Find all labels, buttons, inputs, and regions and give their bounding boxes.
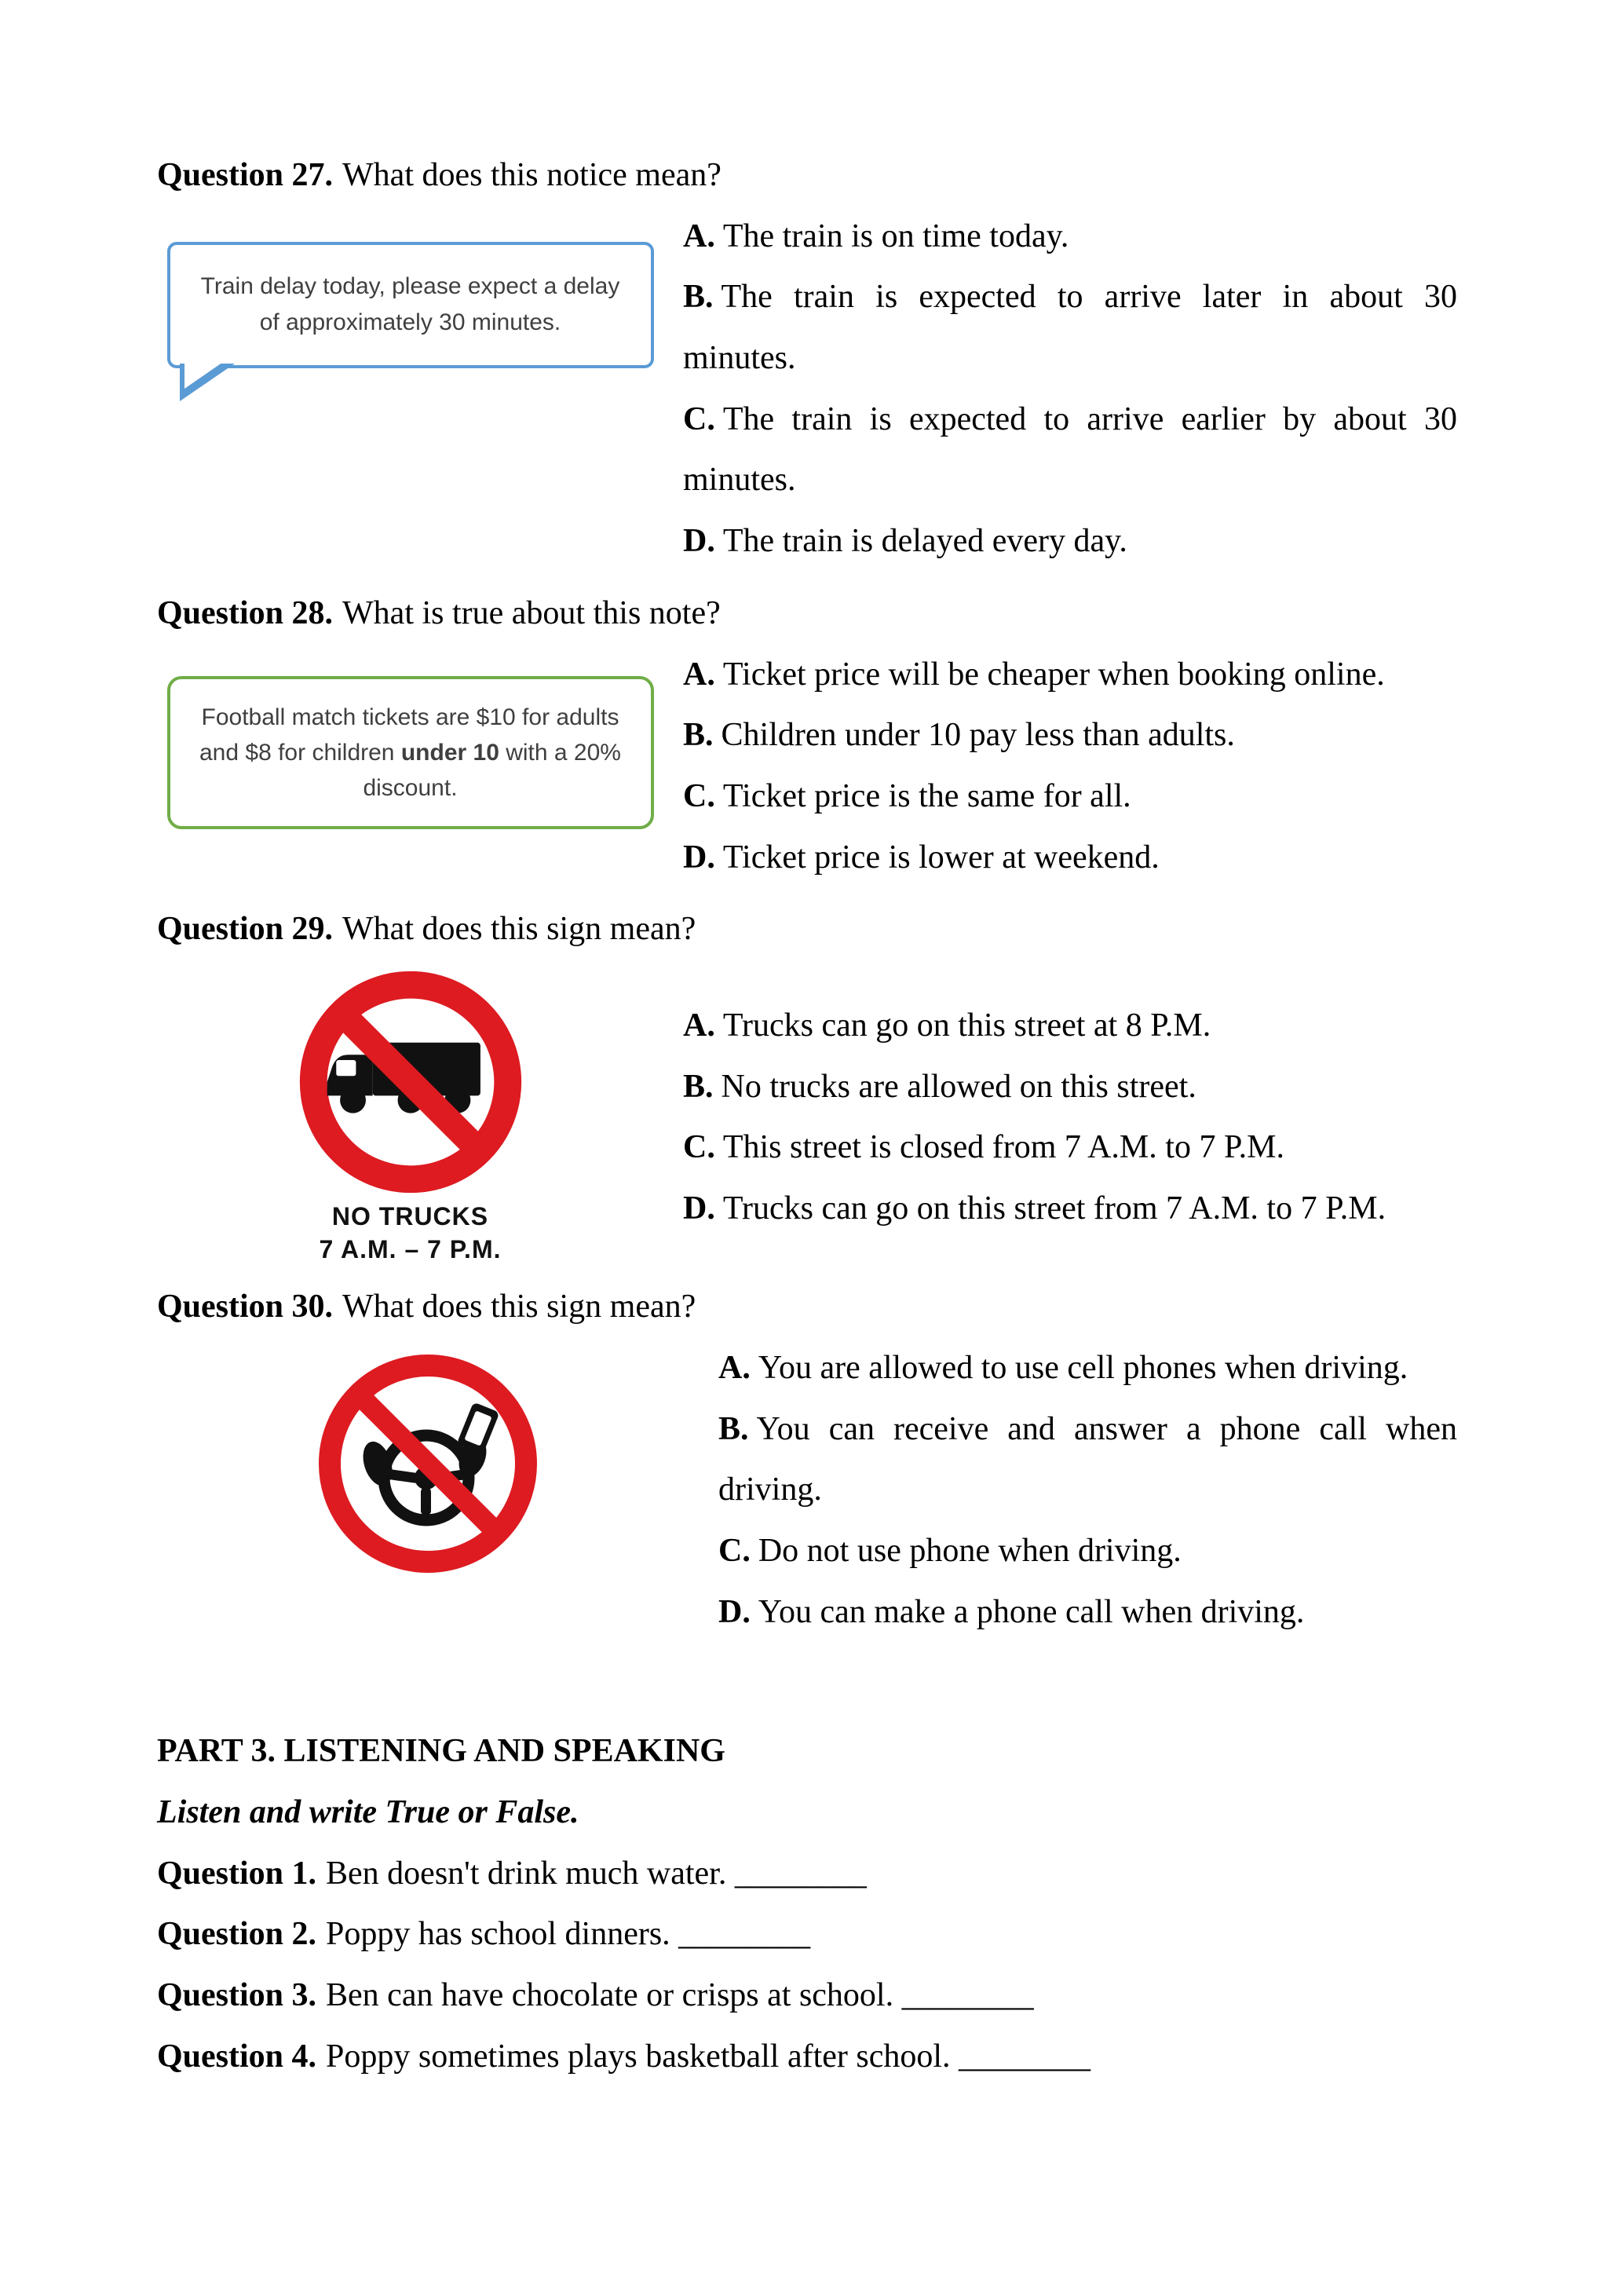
option-label: C. bbox=[683, 400, 715, 437]
question-27-content bbox=[157, 207, 1457, 572]
listening-question-2-text: Poppy has school dinners. ________ bbox=[326, 1916, 811, 1953]
question-30-title bbox=[157, 1277, 1457, 1338]
note-text-bold: under 10 bbox=[400, 739, 499, 766]
question-30-options bbox=[718, 1338, 1457, 1643]
no-trucks-sign-figure bbox=[297, 968, 524, 1266]
question-27-title bbox=[157, 145, 1457, 207]
question-29-option-b bbox=[683, 1057, 1457, 1118]
option-text: No trucks are allowed on this street. bbox=[721, 1068, 1196, 1105]
question-27-number: Question 27. bbox=[157, 157, 334, 193]
part-3-section bbox=[157, 1721, 1457, 2087]
option-label: B. bbox=[718, 1410, 749, 1447]
question-28-number: Question 28. bbox=[157, 594, 334, 631]
listening-question-1-text: Ben doesn't drink much water. ________ bbox=[326, 1855, 867, 1892]
option-label: A. bbox=[683, 656, 715, 693]
option-label: C. bbox=[683, 1129, 715, 1166]
option-label: D. bbox=[683, 839, 715, 876]
option-text: This street is closed from 7 A.M. to 7 P.M. bbox=[722, 1129, 1284, 1166]
question-27-option-d bbox=[683, 511, 1457, 572]
no-phone-while-driving-sign-figure bbox=[310, 1346, 546, 1581]
question-30-figure-column bbox=[157, 1338, 699, 1581]
question-30-block bbox=[157, 1277, 1457, 1643]
question-27-option-a bbox=[683, 207, 1457, 268]
question-30-number: Question 30. bbox=[157, 1289, 334, 1325]
option-label: D. bbox=[683, 523, 715, 560]
listening-question-2-label: Question 2. bbox=[157, 1916, 317, 1953]
question-29-content bbox=[157, 960, 1457, 1266]
question-30-option-b bbox=[718, 1399, 1457, 1521]
train-delay-notice-text: Train delay today, please expect a delay of approximately 30 minutes. bbox=[200, 272, 620, 336]
option-text: Trucks can go on this street from 7 A.M. to 7 P.M. bbox=[722, 1190, 1386, 1227]
option-text: Ticket price is the same for all. bbox=[722, 777, 1131, 814]
part-3-instruction: Listen and write True or False. bbox=[157, 1793, 579, 1830]
listening-question-4 bbox=[157, 2027, 1457, 2088]
question-28-option-c bbox=[683, 766, 1457, 828]
note-text: with a 20% discount. bbox=[363, 739, 621, 801]
question-27-block bbox=[157, 145, 1457, 572]
option-text: You can make a phone call when driving. bbox=[758, 1593, 1305, 1630]
option-text: The train is expected to arrive earlier by about 30 minutes. bbox=[683, 400, 1457, 499]
option-text: Children under 10 pay less than adults. bbox=[721, 717, 1235, 754]
listening-question-3-text: Ben can have chocolate or crisps at school. ________ bbox=[326, 1977, 1034, 2013]
question-28-title bbox=[157, 583, 1457, 645]
no-trucks-caption-line2: 7 A.M. – 7 P.M. bbox=[319, 1234, 502, 1263]
question-28-content bbox=[157, 645, 1457, 889]
question-30-content bbox=[157, 1338, 1457, 1643]
listening-question-3 bbox=[157, 1965, 1457, 2027]
listening-question-4-label: Question 4. bbox=[157, 2038, 317, 2075]
option-label: B. bbox=[683, 1068, 714, 1105]
option-text: The train is on time today. bbox=[722, 218, 1069, 254]
option-text: You are allowed to use cell phones when driving. bbox=[758, 1349, 1408, 1386]
option-text: Trucks can go on this street at 8 P.M. bbox=[722, 1007, 1211, 1044]
part-3-heading: PART 3. LISTENING AND SPEAKING bbox=[157, 1733, 725, 1770]
question-29-option-c bbox=[683, 1117, 1457, 1179]
option-text: Ticket price is lower at weekend. bbox=[722, 839, 1160, 876]
question-29-block bbox=[157, 899, 1457, 1266]
question-29-prompt: What does this sign mean? bbox=[342, 911, 696, 948]
exam-page bbox=[157, 145, 1457, 2087]
question-27-figure-column bbox=[157, 207, 663, 368]
no-trucks-caption-line1: NO TRUCKS bbox=[331, 1201, 489, 1230]
question-29-option-d bbox=[683, 1179, 1457, 1240]
note-text: Football match tickets are $10 for adults and $8 for children bbox=[199, 704, 619, 766]
question-27-options bbox=[683, 207, 1457, 572]
question-29-number: Question 29. bbox=[157, 911, 334, 948]
question-29-options bbox=[683, 960, 1457, 1240]
no-phone-while-driving-sign-icon bbox=[310, 1346, 546, 1581]
option-text: You can receive and answer a phone call when driving. bbox=[718, 1410, 1457, 1508]
option-text: Do not use phone when driving. bbox=[758, 1532, 1182, 1569]
question-28-options bbox=[683, 645, 1457, 889]
listening-question-4-text: Poppy sometimes plays basketball after school. ________ bbox=[326, 2038, 1091, 2075]
option-label: D. bbox=[683, 1190, 715, 1227]
question-28-option-d bbox=[683, 828, 1457, 889]
question-29-figure-column bbox=[157, 960, 663, 1266]
option-text: The train is expected to arrive later in about 30 minutes. bbox=[683, 279, 1457, 377]
no-trucks-sign-icon bbox=[297, 968, 524, 1196]
question-30-prompt: What does this sign mean? bbox=[342, 1289, 696, 1325]
option-label: A. bbox=[683, 218, 715, 254]
question-28-option-b bbox=[683, 705, 1457, 766]
question-28-prompt: What is true about this note? bbox=[342, 594, 721, 631]
option-text: Ticket price will be cheaper when booking online. bbox=[722, 656, 1385, 693]
question-27-option-b bbox=[683, 267, 1457, 389]
question-29-option-a bbox=[683, 996, 1457, 1057]
option-label: A. bbox=[718, 1349, 751, 1386]
listening-question-1-label: Question 1. bbox=[157, 1855, 317, 1892]
option-text: The train is delayed every day. bbox=[722, 523, 1127, 560]
option-label: A. bbox=[683, 1007, 715, 1044]
football-tickets-note bbox=[167, 676, 654, 829]
question-27-option-c bbox=[683, 389, 1457, 511]
question-28-option-a bbox=[683, 645, 1457, 706]
option-label: D. bbox=[718, 1593, 751, 1630]
question-28-figure-column bbox=[157, 645, 663, 829]
question-28-block bbox=[157, 583, 1457, 888]
question-29-title bbox=[157, 899, 1457, 960]
option-label: C. bbox=[718, 1532, 751, 1569]
question-30-option-a bbox=[718, 1338, 1457, 1399]
option-label: B. bbox=[683, 279, 714, 316]
option-label: B. bbox=[683, 717, 714, 754]
listening-question-1 bbox=[157, 1844, 1457, 1905]
question-27-prompt: What does this notice mean? bbox=[342, 157, 721, 193]
train-delay-notice bbox=[167, 242, 654, 368]
listening-question-3-label: Question 3. bbox=[157, 1977, 317, 2013]
listening-question-2 bbox=[157, 1904, 1457, 1965]
question-30-option-d bbox=[718, 1582, 1457, 1643]
question-30-option-c bbox=[718, 1521, 1457, 1582]
option-label: C. bbox=[683, 777, 715, 814]
